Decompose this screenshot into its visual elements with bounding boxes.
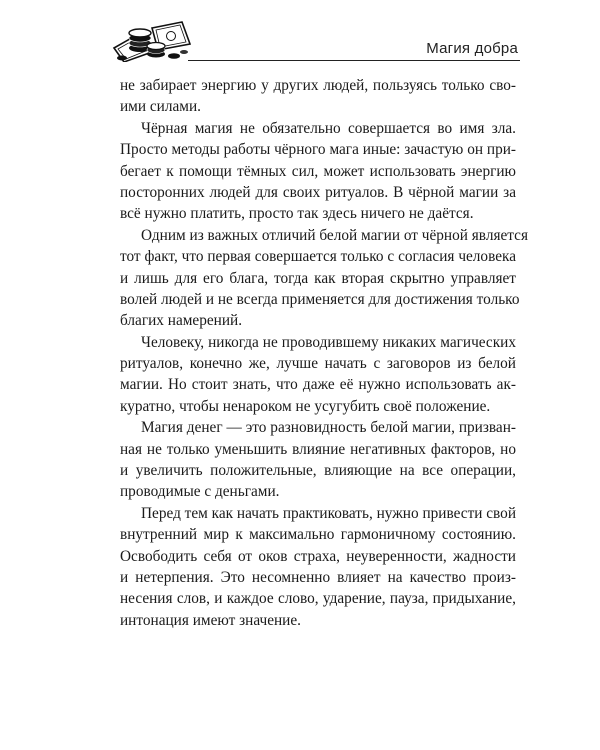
text-line: благих намерений. [120,312,243,330]
coins-and-banknotes-icon [112,18,194,62]
paragraph [120,75,516,118]
paragraph [120,503,516,631]
paragraph [120,332,516,418]
text-line: всё нужно платить, просто так здесь ничего не даётся. [120,205,474,223]
text-line: Освободить себя от оков страха, неуверенности, жадности [120,547,516,565]
text-line: Магия денег — это разновидность белой магии, призван- [141,419,516,437]
text-line: Одним из важных отличий белой магии от чёрной является [141,226,528,244]
text-line: интонация имеют значение. [120,611,301,629]
text-line: Человеку, никогда не проводившему никаких магических [141,333,516,351]
text-line: не забирает энергию у других людей, пользуясь только сво- [120,77,516,94]
body-text [120,75,528,631]
text-line: куратно, чтобы ненароком не усугубить своё положение. [120,397,491,415]
text-line: тот факт, что первая совершается только с согласия человека [120,248,516,266]
text-line: ритуалов, конечно же, лучше начать с заговоров из белой [120,355,516,373]
text-line: несения слов, и каждое слово, ударение, пауза, придыхание, [120,590,516,608]
text-line: внутренний мир к максимально гармоничному состоянию. [120,526,516,544]
text-line: проводимые с деньгами. [120,483,280,501]
text-line: посторонних людей для своих ритуалов. В чёрной магии за [120,183,516,201]
text-line: магии. Но стоит знать, что даже её нужно использовать ак- [120,376,516,394]
running-title: Магия добра [426,40,518,57]
paragraph [120,417,516,503]
text-line: и увеличить положительные, влияющие на все операции, [120,462,516,480]
header-rule [188,60,520,61]
text-line: Чёрная магия не обязательно совершается во имя зла. [141,119,516,137]
text-line: ими силами. [120,98,201,116]
page-header [112,18,520,62]
text-line: Перед тем как начать практиковать, нужно привести свой [141,504,517,522]
text-line: Просто методы работы чёрного мага иные: зачастую он при- [120,141,516,159]
text-line: и лишь для его блага, тогда как вторая скрытно управляет [120,269,516,287]
paragraph [120,118,516,225]
text-line: ная не только уменьшить влияние негативных факторов, но [120,440,516,458]
text-line: волей людей и не всегда применяется для достижения только [120,290,520,308]
text-line: и нетерпения. Это несомненно влияет на качество произ- [120,568,516,586]
text-line: бегает к помощи тёмных сил, может использовать энергию [120,162,516,180]
paragraph [120,225,528,332]
